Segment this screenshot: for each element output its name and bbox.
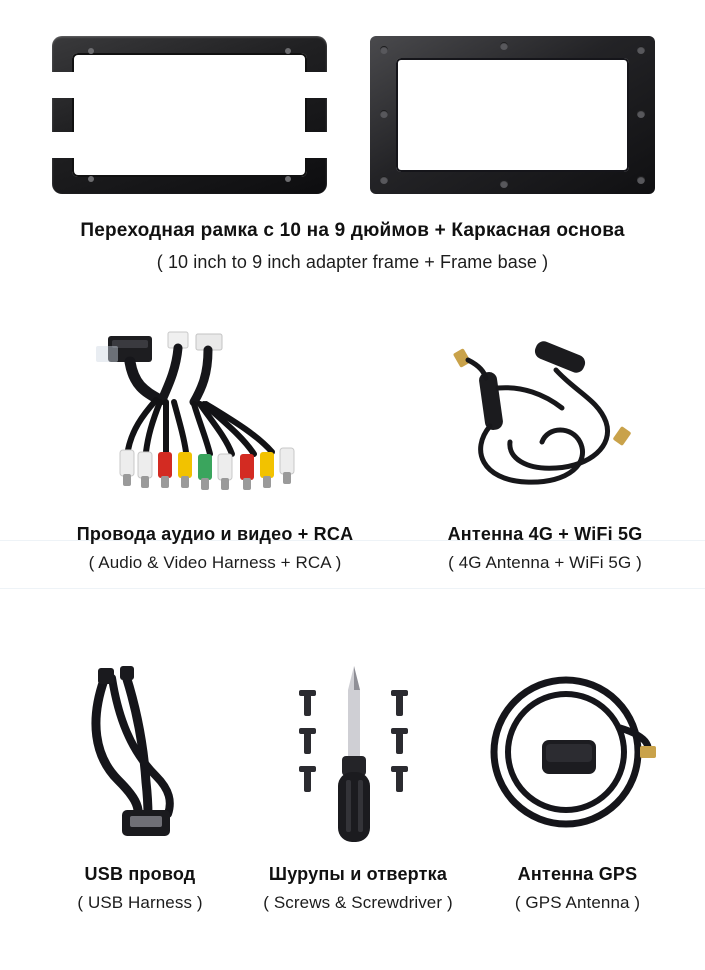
caption-screws-screwdriver [238,862,478,915]
section-usb-screws-gps [0,650,705,970]
adapter-frame-icon [52,36,327,194]
frame-base-icon [370,36,655,194]
caption-usb-harness-ru: USB провод [84,864,196,884]
usb-cable-icon [60,660,240,850]
caption-antenna-4g-ru: Антенна 4G + WiFi 5G [447,524,643,544]
caption-usb-harness [30,862,250,915]
antenna-4g-wifi5g-icon [430,330,660,510]
caption-audio-video-harness [20,522,410,575]
caption-screws-screwdriver-ru: Шурупы и отвертка [268,864,448,884]
screws-and-screwdriver-icon [280,660,430,850]
caption-audio-video-harness-en: ( Audio & Video Harness + RCA ) [88,553,342,573]
caption-antenna-4g [400,522,690,575]
section-harness-antenna [0,320,705,610]
caption-frames-en: ( 10 inch to 9 inch adapter frame + Frame base ) [156,251,549,272]
wire-harness-rca-icon [90,330,340,510]
caption-gps-antenna-en: ( GPS Antenna ) [514,893,641,913]
caption-audio-video-harness-ru: Провода аудио и видео + RCA [76,524,354,544]
caption-frames [0,218,705,274]
caption-usb-harness-en: ( USB Harness ) [77,893,203,913]
caption-frames-ru: Переходная рамка с 10 на 9 дюймов + Каркасная основа [80,220,625,241]
caption-gps-antenna-ru: Антенна GPS [517,864,638,884]
caption-gps-antenna [470,862,685,915]
caption-screws-screwdriver-en: ( Screws & Screwdriver ) [263,893,453,913]
section-frames [0,0,705,300]
caption-antenna-4g-en: ( 4G Antenna + WiFi 5G ) [448,553,642,573]
gps-antenna-coil-icon [480,660,670,850]
frames-image-row [0,28,705,198]
